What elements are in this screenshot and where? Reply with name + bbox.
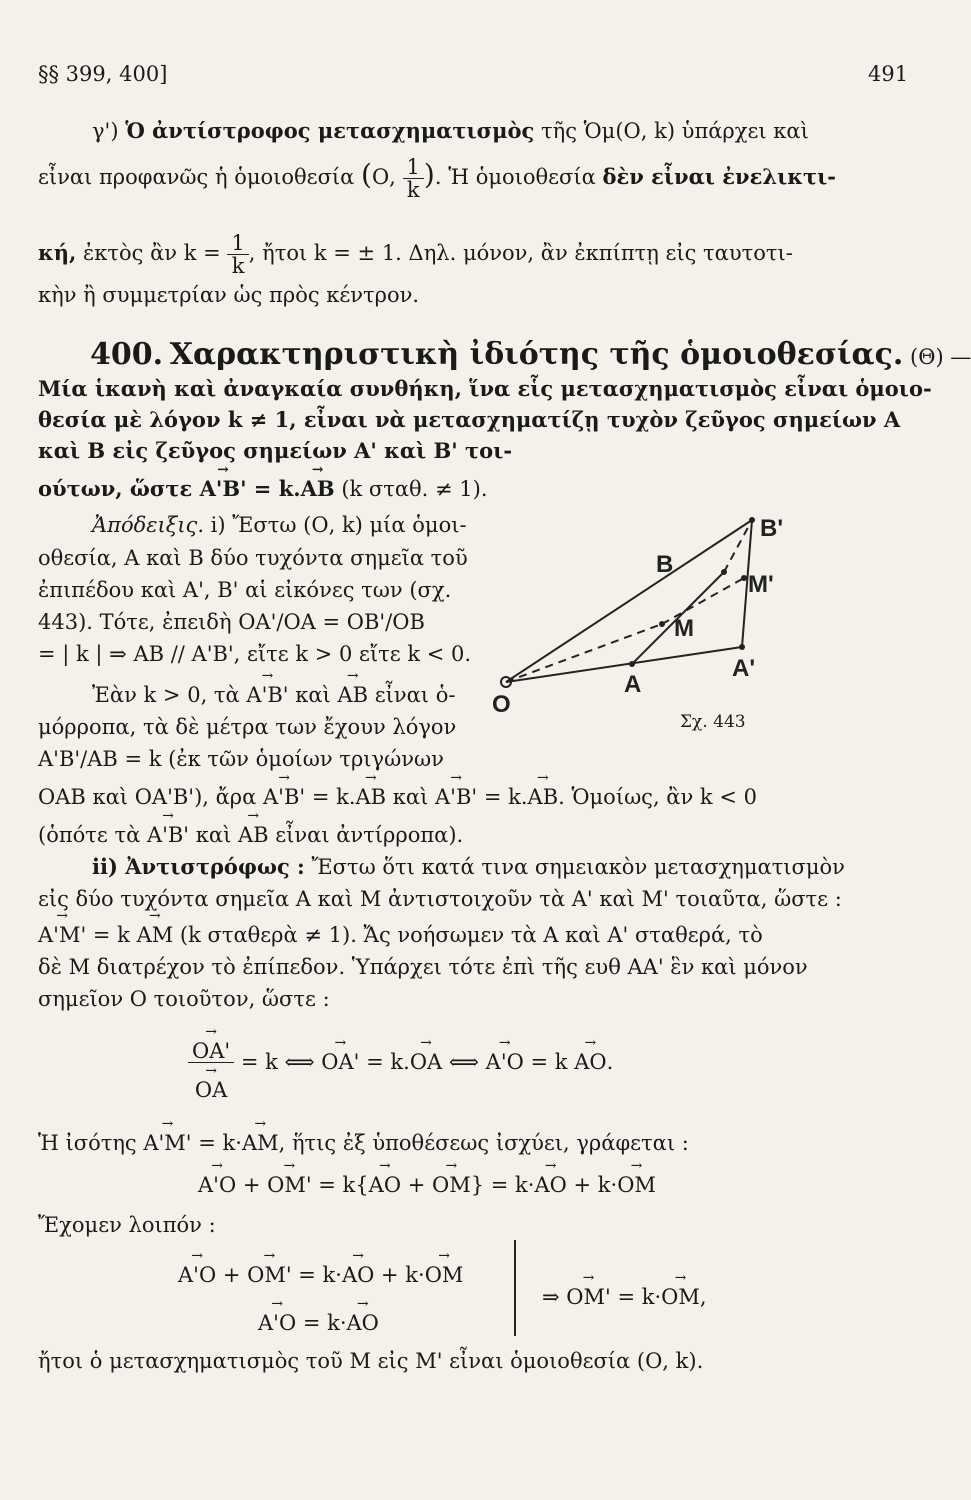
system-row-2	[258, 1310, 379, 1336]
bold-term: Ὁ ἀντίστροφος μετασχηματισμὸς	[125, 118, 535, 143]
text: +	[401, 1173, 432, 1197]
text: i) Ἔστω (Ο, k) μία ὁμοι-	[204, 513, 467, 537]
denominator: k	[406, 178, 420, 202]
text: +	[236, 1173, 268, 1197]
figure-caption: Σχ. 443	[680, 712, 746, 732]
fraction	[227, 232, 248, 277]
vector: → ΑΒ	[238, 822, 269, 848]
vector: → ΟΜ'	[247, 1262, 292, 1288]
para-gamma-line-1	[92, 118, 809, 144]
vector: → ΟΜ	[617, 1172, 656, 1198]
proof-line-6	[92, 682, 455, 708]
proof-line-8: Α'Β'/ΑΒ = k (ἐκ τῶν ὁμοίων τριγώνων	[38, 747, 444, 771]
have-line: Ἔχομεν λοιπόν :	[38, 1213, 216, 1237]
theorem-line-2: θεσία μὲ λόγον k ≠ 1, εἶναι νὰ μετασχηματίζῃ τυχὸν ζεῦγος σημείων Α	[38, 407, 901, 432]
system-brace	[508, 1240, 516, 1336]
text: καὶ	[386, 785, 436, 809]
vector: → ΑΒ	[337, 682, 368, 708]
system-row-1	[178, 1262, 463, 1288]
text: ⇒	[542, 1285, 567, 1309]
vector: → ΑΟ	[534, 1172, 566, 1198]
proof-line-3: ἐπιπέδου καὶ Α', Β' αἱ εἰκόνες των (σχ.	[38, 578, 452, 602]
vector: → ΑΜ	[242, 1130, 279, 1156]
text: = k·	[296, 1311, 347, 1335]
proof-line-1	[92, 512, 467, 538]
point-Bprime	[749, 517, 755, 523]
vector: → Α'Ο	[486, 1049, 524, 1075]
proof-line-9	[38, 784, 757, 810]
proof-line-2: οθεσία, Α καὶ Β δύο τυχόντα σημεῖα τοῦ	[38, 546, 468, 570]
label-M: M	[674, 615, 694, 642]
vector: → ΟΑ'	[192, 1040, 230, 1062]
text: γ')	[92, 119, 126, 143]
point-A	[629, 661, 635, 667]
text: ⟺	[442, 1050, 486, 1074]
vector: → Α'Ο	[178, 1262, 216, 1288]
text: ΟΑΒ καὶ ΟΑ'Β'), ἄρα	[38, 785, 263, 809]
denominator: k	[231, 254, 245, 278]
numerator	[188, 1026, 234, 1063]
vector: → ΑΒ	[301, 476, 335, 502]
point-B	[721, 569, 727, 575]
vector: → ΟΜ'	[566, 1284, 611, 1310]
label-A: A	[624, 671, 642, 698]
vector: → ΑΟ	[369, 1172, 401, 1198]
label-Mprime: M'	[748, 571, 774, 598]
bold-term: δὲν εἶναι ἐνελικτι-	[602, 164, 836, 189]
point-Aprime	[739, 644, 745, 650]
section-number: 400.	[90, 337, 164, 372]
denominator	[188, 1063, 234, 1101]
vector: → ΟΜ	[432, 1172, 471, 1198]
label-Bprime: B'	[760, 515, 784, 542]
theorem-line-1: Μία ἱκανὴ καὶ ἀναγκαία συνθήκη, ἵνα εἷς μετασχηματισμὸς εἶναι ὁμοιο-	[38, 376, 932, 401]
vector: → Α'Μ'	[38, 922, 86, 948]
text: (k σταθ. ≠ 1).	[334, 477, 488, 501]
vector: → ΑΜ	[137, 922, 174, 948]
theorem-line-4	[38, 476, 488, 502]
vector: → Α'Β'	[263, 784, 305, 810]
equation-expanded	[198, 1172, 656, 1198]
text: . Ἡ ὁμοιοθεσία	[434, 165, 603, 189]
vector: → Α'Β'	[147, 822, 189, 848]
vector: → ΟΜ'	[267, 1172, 312, 1198]
vector: → ΟΑ	[410, 1049, 442, 1075]
text: (ὁπότε τὰ	[38, 823, 147, 847]
numerator: 1	[227, 232, 248, 255]
page-number: 491	[868, 62, 909, 86]
text: , ἥτις ἐξ ὑποθέσεως ἰσχύει, γράφεται :	[278, 1131, 689, 1155]
numerator: 1	[403, 156, 424, 179]
text: = k{	[311, 1173, 369, 1197]
converse-line-5: σημεῖον Ο τοιοῦτον, ὥστε :	[38, 987, 330, 1011]
vector: → Α'Β'	[435, 784, 477, 810]
theorem-line-3: καὶ Β εἰς ζεῦγος σημείων Α' καὶ Β' τοι-	[38, 438, 513, 463]
text: ούτων, ὥστε	[38, 476, 200, 501]
vector: → ΑΟ	[347, 1310, 379, 1336]
text: εἶναι προφανῶς ἡ ὁμοιοθεσία	[38, 165, 355, 189]
vector: → Α'Ο	[198, 1172, 236, 1198]
vector: → Α'Μ'	[143, 1130, 191, 1156]
text: = k	[523, 1050, 575, 1074]
label-Aprime: A'	[732, 655, 756, 682]
text: .	[606, 1050, 614, 1074]
proof-line-4: 443). Τότε, ἐπειδὴ ΟΑ'/ΟΑ = ΟΒ'/ΟΒ	[38, 610, 425, 634]
converse-line-1	[92, 854, 845, 880]
theorem-tag: (Θ) —	[910, 345, 971, 369]
para-gamma-line-2	[38, 156, 836, 201]
text: = k·	[610, 1285, 662, 1309]
converse-line-3	[38, 922, 763, 948]
text: = k.	[305, 785, 356, 809]
paren-close: )	[423, 158, 435, 191]
vector: → ΑΟ	[574, 1049, 606, 1075]
text: ἐκτὸς ἂν k =	[76, 241, 221, 265]
text: (k σταθερὰ ≠ 1). Ἄς νοήσωμεν τὰ Α καὶ Α' σταθερά, τὸ	[173, 923, 763, 947]
vector: → ΑΟ	[342, 1262, 374, 1288]
text: ,	[699, 1285, 707, 1309]
text: εἶναι ὁ-	[368, 683, 456, 707]
vector: → ΑΒ	[528, 784, 559, 810]
paren-open: (	[361, 158, 372, 191]
text: = k.	[359, 1050, 410, 1074]
text: καὶ	[189, 823, 238, 847]
text: Ἡ ἰσότης	[38, 1131, 144, 1155]
text: καὶ	[288, 683, 338, 707]
vector-fraction	[188, 1026, 234, 1101]
vector: → ΟΜ	[661, 1284, 700, 1310]
label-B: B	[656, 551, 674, 578]
bold-term: ii) Ἀντιστρόφως :	[92, 854, 305, 879]
equation-identity	[38, 1130, 689, 1156]
vector: → ΟΑ'	[321, 1049, 359, 1075]
text: Ἔστω ὅτι κατά τινα σημειακὸν μετασχηματισμὸν	[304, 855, 845, 879]
para-gamma-line-3	[38, 232, 793, 277]
text: } = k·	[470, 1173, 535, 1197]
text: Ο,	[371, 165, 396, 189]
text: τῆς Ὁμ(Ο, k) ὑπάρχει καὶ	[534, 119, 809, 143]
text: . Ὁμοίως, ἂν k < 0	[558, 785, 757, 809]
line-O-Bprime	[506, 520, 752, 682]
vector: → ΟΜ	[425, 1262, 464, 1288]
vector: → ΟΑ	[195, 1079, 227, 1101]
text: = k.	[246, 476, 301, 501]
point-Mprime	[741, 575, 747, 581]
para-gamma-line-4: κὴν ἢ συμμετρίαν ὡς πρὸς κέντρον.	[38, 283, 420, 307]
vector: → Α'Β'	[200, 476, 247, 502]
section-reference: §§ 399, 400]	[38, 62, 168, 86]
text: = k ⟺	[234, 1050, 322, 1074]
text: , ἤτοι k = ± 1. Δηλ. μόνον, ἂν ἐκπίπτῃ εἰς ταυτοτι-	[248, 241, 793, 265]
proof-line-5: = | k | ⇒ ΑΒ // Α'Β', εἴτε k > 0 εἴτε k < 0.	[38, 642, 472, 666]
text: = k.	[477, 785, 528, 809]
text: Ἐὰν k > 0, τὰ	[92, 683, 247, 707]
vector: → Α'Ο	[258, 1310, 296, 1336]
text: = k·	[291, 1263, 342, 1287]
proof-label: Ἀπόδειξις.	[92, 513, 204, 537]
figure-443	[492, 512, 832, 752]
proof-line-10	[38, 822, 463, 848]
text: + k·	[566, 1173, 618, 1197]
text: + k·	[374, 1263, 425, 1287]
section-heading: Χαρακτηριστικὴ ἰδιότης τῆς ὁμοιοθεσίας.	[169, 337, 904, 372]
text: = k	[86, 923, 137, 947]
equation-ratio	[188, 1026, 613, 1101]
converse-line-2: εἰς δύο τυχόντα σημεῖα Α καὶ Μ ἀντιστοιχοῦν τὰ Α' καὶ Μ' τοιαῦτα, ὥστε :	[38, 887, 842, 911]
bold-term: κή,	[38, 240, 77, 265]
conclusion-line: ἤτοι ὁ μετασχηματισμὸς τοῦ Μ εἰς Μ' εἶναι ὁμοιοθεσία (Ο, k).	[38, 1349, 704, 1373]
vector: → ΑΒ	[356, 784, 387, 810]
text: εἶναι ἀντίρροπα).	[268, 823, 464, 847]
fraction	[403, 156, 424, 201]
text: = k·	[191, 1131, 242, 1155]
converse-line-4: δὲ Μ διατρέχον τὸ ἐπίπεδον. Ὑπάρχει τότε ἐπὶ τῆς ευθ ΑΑ' ἓν καὶ μόνον	[38, 955, 808, 979]
vector: → Α'Β'	[246, 682, 288, 708]
section-title	[90, 337, 971, 372]
point-M	[659, 621, 665, 627]
text: +	[216, 1263, 248, 1287]
system-result	[542, 1284, 707, 1310]
proof-line-7: μόρροπα, τὰ δὲ μέτρα των ἔχουν λόγον	[38, 715, 457, 739]
label-O: O	[492, 691, 511, 718]
